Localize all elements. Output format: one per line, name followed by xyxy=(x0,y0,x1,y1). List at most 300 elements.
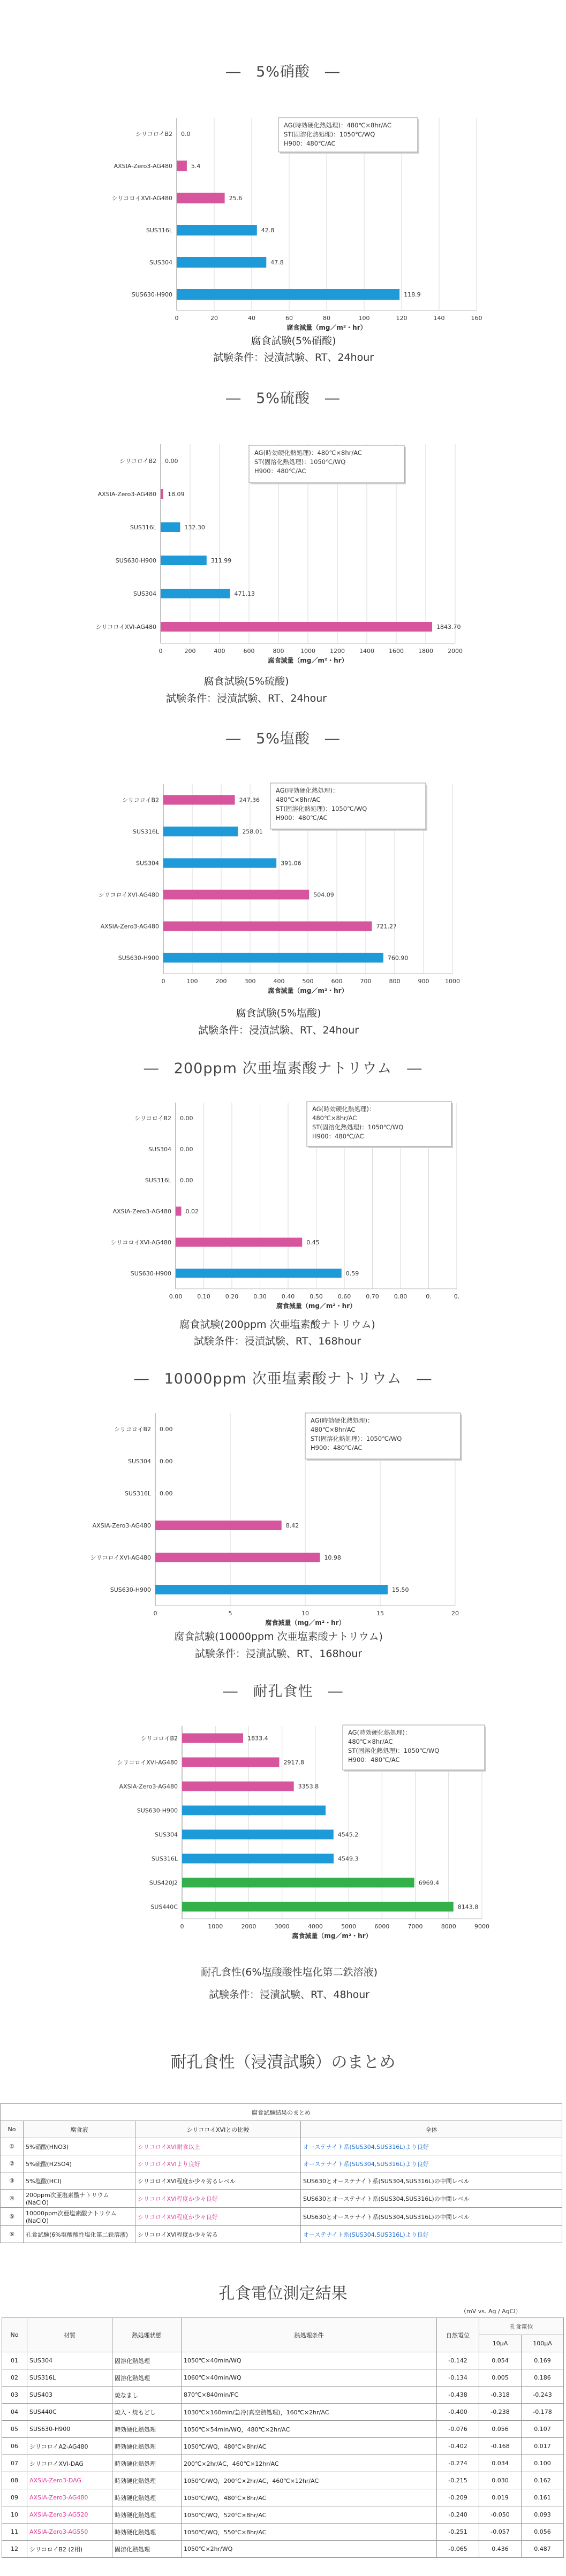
category-label: AXSIA-Zero3-AG480 xyxy=(92,1522,151,1529)
legend-text: ST(固溶化熱処理)：1050℃/WQ xyxy=(312,1123,404,1131)
potential-cell: 0.169 xyxy=(522,2352,564,2369)
potential-row xyxy=(2,2524,564,2541)
value-label: 18.09 xyxy=(167,491,185,498)
bar xyxy=(182,1782,294,1791)
legend-text: 480℃×8hr/AC xyxy=(276,796,321,803)
category-label: SUS630-H900 xyxy=(131,291,172,298)
potential-cell: -0.209 xyxy=(437,2489,479,2506)
potential-header-pitting: 孔食電位 xyxy=(479,2318,564,2335)
category-label: シリコロイB2 xyxy=(135,131,172,138)
x-tick-label: 1400 xyxy=(359,648,374,655)
bar xyxy=(161,622,432,632)
potential-heading: 孔食電位測定結果 xyxy=(218,2284,348,2303)
potential-cell: 03 xyxy=(2,2387,27,2404)
summary-cell: シリコロイXVI程度か少々良好 xyxy=(135,2190,301,2208)
x-tick-label: 600 xyxy=(331,978,343,985)
value-label: 721.27 xyxy=(376,923,397,930)
potential-cell: 0.487 xyxy=(522,2541,564,2558)
potential-cell: 時効硬化熱処理 xyxy=(112,2455,182,2472)
chart-6-title: ― 耐孔食性 ― xyxy=(223,1683,343,1700)
potential-cell: 焼なまし xyxy=(112,2387,182,2404)
x-tick-label: 60 xyxy=(285,315,293,322)
potential-cell: シリコロイB2 (2相) xyxy=(27,2541,112,2558)
x-tick-label: 5 xyxy=(228,1610,232,1617)
bar xyxy=(176,1207,182,1216)
bar xyxy=(176,1269,342,1278)
legend-text: ST(固溶化熱処理)：1050℃/WQ xyxy=(276,805,367,812)
summary-cell: シリコロイXVI程度か少々良好 xyxy=(135,2208,301,2226)
summary-table-wrap xyxy=(0,2103,566,2243)
category-label: SUS630-H900 xyxy=(118,954,159,962)
bar xyxy=(182,1878,414,1888)
potential-table-wrap xyxy=(2,2317,564,2558)
value-label: 8143.8 xyxy=(457,1903,479,1911)
potential-cell: AXSIA-Zero3-AG550 xyxy=(27,2524,112,2541)
x-tick-label: 0.10 xyxy=(197,1293,210,1300)
value-label: 3353.8 xyxy=(298,1783,319,1790)
chart-sulfuric-acid xyxy=(43,439,482,664)
summary-table-title: 腐食試験結果のまとめ xyxy=(1,2104,562,2121)
chart-hypochlorite-200 xyxy=(43,1097,482,1310)
x-tick-label: 400 xyxy=(214,648,225,655)
potential-cell: 時効硬化熱処理 xyxy=(112,2438,182,2455)
value-label: 0.00 xyxy=(180,1146,193,1153)
category-label: SUS304 xyxy=(149,259,172,266)
bar xyxy=(177,193,225,203)
potential-row xyxy=(2,2541,564,2558)
potential-cell: -0.142 xyxy=(437,2352,479,2369)
potential-cell: 0.186 xyxy=(522,2369,564,2387)
x-axis-label: 腐食減量（mg／m²・hr） xyxy=(265,1619,345,1627)
potential-cell: 焼入・焼もどし xyxy=(112,2404,182,2421)
summary-header-compare: シリコロイXVIとの比較 xyxy=(135,2121,301,2138)
x-tick-label: 800 xyxy=(273,648,284,655)
potential-header-condition: 熱処理条件 xyxy=(182,2318,437,2352)
legend-text: 480℃×8hr/AC xyxy=(311,1426,356,1433)
chart-1-conditions: 試験条件：浸漬試験、RT、24hour xyxy=(213,352,374,363)
value-label: 4545.2 xyxy=(337,1831,359,1838)
summary-cell: オーステナイト系(SUS304,SUS316L)より良好 xyxy=(301,2138,562,2155)
potential-cell: 870℃×840min/FC xyxy=(182,2387,437,2404)
summary-row xyxy=(1,2172,562,2190)
potential-cell: 200℃×2hr/AC，460℃×12hr/AC xyxy=(182,2455,437,2472)
summary-row xyxy=(1,2138,562,2155)
chart-3-title: ― 5%塩酸 ― xyxy=(226,731,340,747)
legend-text: H900：480℃/AC xyxy=(312,1133,364,1140)
potential-cell: -0.050 xyxy=(479,2506,522,2524)
potential-cell: SUS440C xyxy=(27,2404,112,2421)
potential-cell: 10 xyxy=(2,2506,27,2524)
summary-header-solution: 腐食液 xyxy=(24,2121,135,2138)
category-label: SUS304 xyxy=(133,590,156,597)
potential-cell: 1050℃×54min/WQ，480℃×2hr/AC xyxy=(182,2421,437,2438)
potential-cell: AXSIA-Zero3-AG520 xyxy=(27,2506,112,2524)
value-label: 0.00 xyxy=(160,1426,173,1433)
bar xyxy=(177,289,399,300)
category-label: SUS630-H900 xyxy=(115,557,156,564)
x-tick-label: 0.60 xyxy=(337,1293,351,1300)
summary-cell: ③ xyxy=(1,2172,24,2190)
potential-cell: 0.100 xyxy=(522,2455,564,2472)
potential-row xyxy=(2,2352,564,2369)
category-label: シリコロイXVI-AG480 xyxy=(95,624,156,630)
bar xyxy=(163,795,235,805)
x-tick-label: 300 xyxy=(244,978,256,985)
value-label: 0.59 xyxy=(345,1270,359,1277)
potential-cell: SUS403 xyxy=(27,2387,112,2404)
bar xyxy=(155,1553,320,1562)
potential-row xyxy=(2,2455,564,2472)
x-tick-label: 2000 xyxy=(241,1923,256,1930)
bar xyxy=(155,1585,388,1594)
value-label: 42.8 xyxy=(261,227,275,234)
potential-unit: （mV vs. Ag / AgCl） xyxy=(461,2308,522,2315)
potential-cell: 0.093 xyxy=(522,2506,564,2524)
bar xyxy=(177,225,257,235)
potential-cell: -0.076 xyxy=(437,2421,479,2438)
potential-row xyxy=(2,2404,564,2421)
bar xyxy=(155,1521,282,1530)
value-label: 25.6 xyxy=(229,195,243,202)
x-tick-label: 0. xyxy=(426,1293,432,1300)
summary-cell: 10000ppm次亜塩素酸ナトリウム (NaClO) xyxy=(24,2208,135,2226)
potential-cell: -0.178 xyxy=(522,2404,564,2421)
x-tick-label: 0 xyxy=(180,1923,184,1930)
bar xyxy=(177,257,266,268)
category-label: SUS630-H900 xyxy=(137,1807,178,1814)
x-tick-label: 1600 xyxy=(389,648,404,655)
potential-cell: 04 xyxy=(2,2404,27,2421)
potential-header-natural: 自然電位 xyxy=(437,2318,479,2352)
potential-cell: -0.318 xyxy=(479,2387,522,2404)
summary-cell: シリコロイXVI程度か少々劣る xyxy=(135,2226,301,2243)
chart-6-conditions: 試験条件：浸漬試験、RT、48hour xyxy=(208,1989,370,2001)
legend-text: ST(固溶化熱処理)：1050℃/WQ xyxy=(311,1435,402,1442)
bar xyxy=(163,858,276,868)
x-tick-label: 0 xyxy=(159,648,163,655)
category-label: AXSIA-Zero3-AG480 xyxy=(97,491,156,498)
potential-row xyxy=(2,2438,564,2455)
category-label: シリコロイB2 xyxy=(122,796,159,804)
x-tick-label: 0.30 xyxy=(253,1293,267,1300)
potential-cell: 時効硬化熱処理 xyxy=(112,2489,182,2506)
potential-cell: 06 xyxy=(2,2438,27,2455)
value-label: 10.98 xyxy=(324,1554,341,1561)
category-label: シリコロイXVI-AG480 xyxy=(111,195,172,202)
potential-cell: 0.436 xyxy=(479,2541,522,2558)
x-tick-label: 1200 xyxy=(330,648,345,655)
potential-cell: シリコロイA2-AG480 xyxy=(27,2438,112,2455)
summary-row xyxy=(1,2190,562,2208)
potential-cell: SUS316L xyxy=(27,2369,112,2387)
x-tick-label: 700 xyxy=(360,978,372,985)
category-label: SUS304 xyxy=(154,1831,178,1838)
summary-heading: 耐孔食性（浸漬試験）のまとめ xyxy=(170,2053,396,2072)
category-label: SUS316L xyxy=(145,1177,171,1184)
potential-cell: 0.019 xyxy=(479,2489,522,2506)
category-label: SUS316L xyxy=(146,227,172,234)
potential-cell: 11 xyxy=(2,2524,27,2541)
x-tick-label: 100 xyxy=(186,978,198,985)
value-label: 311.99 xyxy=(210,557,232,564)
category-label: AXSIA-Zero3-AG480 xyxy=(119,1783,178,1790)
category-label: SUS304 xyxy=(127,1458,151,1465)
potential-cell: 時効硬化熱処理 xyxy=(112,2524,182,2541)
summary-table xyxy=(0,2103,562,2243)
x-tick-label: 1000 xyxy=(445,978,460,985)
value-label: 5.4 xyxy=(191,163,201,170)
category-label: シリコロイB2 xyxy=(141,1735,178,1742)
legend-text: 480℃×8hr/AC xyxy=(312,1114,357,1122)
potential-cell: 0.056 xyxy=(522,2524,564,2541)
bar xyxy=(182,1806,326,1815)
value-label: 391.06 xyxy=(281,860,301,867)
value-label: 118.9 xyxy=(404,291,421,298)
x-tick-label: 20 xyxy=(210,315,218,322)
chart-2-caption: 腐食試験(5%硫酸) xyxy=(203,675,289,687)
chart-5-conditions: 試験条件：浸漬試験、RT、168hour xyxy=(194,1648,363,1660)
x-tick-label: 1800 xyxy=(418,648,433,655)
potential-cell: 0.005 xyxy=(479,2369,522,2387)
x-tick-label: 120 xyxy=(396,315,407,322)
summary-cell: オーステナイト系(SUS304,SUS316L)より良好 xyxy=(301,2226,562,2243)
potential-cell: 1050℃/WQ，550℃×8hr/AC xyxy=(182,2524,437,2541)
summary-cell: ⑥ xyxy=(1,2226,24,2243)
potential-cell: 時効硬化熱処理 xyxy=(112,2421,182,2438)
potential-cell: 固溶化熱処理 xyxy=(112,2352,182,2369)
category-label: AXSIA-Zero3-AG480 xyxy=(114,163,172,170)
potential-row xyxy=(2,2387,564,2404)
bar xyxy=(163,827,238,837)
chart-1-title: ― 5%硝酸 ― xyxy=(226,64,340,80)
potential-row xyxy=(2,2369,564,2387)
x-tick-label: 600 xyxy=(243,648,255,655)
value-label: 504.09 xyxy=(313,891,334,899)
legend-text: AG(時効硬化熱処理)：480℃×8hr/AC xyxy=(284,121,391,129)
potential-cell: 0.162 xyxy=(522,2472,564,2489)
potential-cell: シリコロイXVI-DAG xyxy=(27,2455,112,2472)
chart-2-conditions: 試験条件：浸漬試験、RT、24hour xyxy=(165,693,327,704)
x-tick-label: 900 xyxy=(418,978,429,985)
category-label: シリコロイB2 xyxy=(114,1426,151,1433)
category-label: SUS316L xyxy=(132,828,159,835)
summary-cell: シリコロイXVIより良好 xyxy=(135,2155,301,2172)
potential-cell: 固溶化熱処理 xyxy=(112,2541,182,2558)
x-tick-label: 2000 xyxy=(448,648,463,655)
x-axis-label: 腐食減量（mg／m²・hr） xyxy=(276,1302,357,1310)
potential-cell: 1030℃×160min/急冷(真空熱処理)，160℃×2hr/AC xyxy=(182,2404,437,2421)
legend-text: 480℃×8hr/AC xyxy=(348,1738,393,1745)
legend-text: AG(時効硬化熱処理)： xyxy=(312,1105,375,1113)
x-axis-label: 腐食減量（mg／m²・hr） xyxy=(268,657,348,664)
bar xyxy=(177,161,187,171)
x-tick-label: 15 xyxy=(376,1610,384,1617)
x-tick-label: 0.80 xyxy=(394,1293,407,1300)
potential-cell: 01 xyxy=(2,2352,27,2369)
category-label: AXSIA-Zero3-AG480 xyxy=(100,923,159,930)
potential-row xyxy=(2,2421,564,2438)
value-label: 1843.70 xyxy=(436,624,461,630)
bar xyxy=(182,1758,280,1767)
x-tick-label: 0.40 xyxy=(281,1293,295,1300)
summary-cell: SUS630とオーステナイト系(SUS304,SUS316L)の中間レベル xyxy=(301,2172,562,2190)
summary-cell: 孔食試験(6%塩酸酸性塩化第二鉄溶液) xyxy=(24,2226,135,2243)
potential-cell: SUS304 xyxy=(27,2352,112,2369)
summary-row xyxy=(1,2226,562,2243)
x-tick-label: 400 xyxy=(273,978,285,985)
category-label: SUS304 xyxy=(135,860,159,867)
bar xyxy=(182,1734,243,1743)
chart-5-caption: 腐食試験(10000ppm 次亜塩素酸ナトリウム) xyxy=(174,1631,383,1643)
category-label: SUS440C xyxy=(150,1903,178,1911)
potential-cell: -0.251 xyxy=(437,2524,479,2541)
chart-4-caption: 腐食試験(200ppm 次亜塩素酸ナトリウム) xyxy=(179,1319,375,1331)
x-tick-label: 80 xyxy=(323,315,330,322)
value-label: 15.50 xyxy=(392,1586,409,1593)
x-tick-label: 3000 xyxy=(274,1923,290,1930)
potential-cell: -0.400 xyxy=(437,2404,479,2421)
x-tick-label: 160 xyxy=(471,315,482,322)
potential-cell: -0.274 xyxy=(437,2455,479,2472)
x-tick-label: 200 xyxy=(184,648,196,655)
potential-cell: 1050℃×2hr/WQ xyxy=(182,2541,437,2558)
potential-cell: 1050℃/WQ，480℃×8hr/AC xyxy=(182,2489,437,2506)
chart-2-title: ― 5%硫酸 ― xyxy=(226,390,340,407)
x-tick-label: 0 xyxy=(161,978,165,985)
category-label: シリコロイB2 xyxy=(119,458,156,465)
bar xyxy=(182,1902,454,1912)
potential-cell: 0.030 xyxy=(479,2472,522,2489)
potential-header-100ua: 100μA xyxy=(522,2335,564,2352)
x-tick-label: 0.50 xyxy=(310,1293,323,1300)
summary-cell: ② xyxy=(1,2155,24,2172)
chart-hydrochloric-acid xyxy=(43,779,482,994)
summary-cell: ④ xyxy=(1,2190,24,2208)
summary-row xyxy=(1,2155,562,2172)
x-tick-label: 4000 xyxy=(307,1923,323,1930)
potential-row xyxy=(2,2472,564,2489)
potential-header-no: No xyxy=(2,2318,27,2352)
summary-cell: SUS630とオーステナイト系(SUS304,SUS316L)の中間レベル xyxy=(301,2190,562,2208)
value-label: 247.36 xyxy=(239,796,260,804)
summary-header-no: No xyxy=(1,2121,24,2138)
x-tick-label: 0.70 xyxy=(366,1293,379,1300)
summary-cell: ⑤ xyxy=(1,2208,24,2226)
legend-text: AG(時効硬化熱処理)：480℃×8hr/AC xyxy=(254,449,362,457)
potential-cell: -0.134 xyxy=(437,2369,479,2387)
category-label: シリコロイXVI-AG480 xyxy=(98,891,159,899)
potential-table xyxy=(2,2317,564,2558)
x-tick-label: 1000 xyxy=(208,1923,223,1930)
chart-pitting xyxy=(43,1721,487,1946)
x-tick-label: 7000 xyxy=(407,1923,423,1930)
x-tick-label: 20 xyxy=(451,1610,459,1617)
category-label: シリコロイXVI-AG480 xyxy=(110,1239,171,1246)
potential-cell: -0.215 xyxy=(437,2472,479,2489)
potential-cell: -0.438 xyxy=(437,2387,479,2404)
bar xyxy=(176,1238,302,1247)
potential-cell: -0.057 xyxy=(479,2524,522,2541)
value-label: 4549.3 xyxy=(338,1855,359,1863)
potential-cell: -0.402 xyxy=(437,2438,479,2455)
potential-cell: 05 xyxy=(2,2421,27,2438)
potential-cell: 0.054 xyxy=(479,2352,522,2369)
x-tick-label: 800 xyxy=(389,978,401,985)
value-label: 132.30 xyxy=(184,524,205,531)
x-tick-label: 0.00 xyxy=(169,1293,183,1300)
value-label: 0.45 xyxy=(306,1239,320,1246)
legend-text: ST(固溶化熱処理)：1050℃/WQ xyxy=(348,1747,440,1754)
chart-4-conditions: 試験条件：浸漬試験、RT、168hour xyxy=(193,1335,361,1347)
value-label: 8.42 xyxy=(285,1522,299,1529)
x-tick-label: 0. xyxy=(454,1293,460,1300)
summary-header-overall: 全体 xyxy=(301,2121,562,2138)
legend-text: H900：480℃/AC xyxy=(276,814,328,822)
value-label: 2917.8 xyxy=(283,1759,305,1766)
value-label: 0.0 xyxy=(181,131,191,138)
potential-cell: 0.017 xyxy=(522,2438,564,2455)
value-label: 1833.4 xyxy=(247,1735,268,1742)
summary-cell: 200ppm次亜塩素酸ナトリウム (NaClO) xyxy=(24,2190,135,2208)
x-tick-label: 200 xyxy=(215,978,227,985)
value-label: 0.02 xyxy=(185,1208,199,1215)
bar xyxy=(182,1854,334,1864)
potential-cell: -0.168 xyxy=(479,2438,522,2455)
potential-cell: 07 xyxy=(2,2455,27,2472)
potential-cell: 1060℃×40min/WQ xyxy=(182,2369,437,2387)
potential-row xyxy=(2,2489,564,2506)
chart-1-caption: 腐食試験(5%硝酸) xyxy=(251,335,336,347)
potential-cell: 1050℃/WQ，200℃×2hr/AC，460℃×12hr/AC xyxy=(182,2472,437,2489)
summary-cell: 5%硝酸(HNO3) xyxy=(24,2138,135,2155)
bar xyxy=(163,922,372,931)
category-label: SUS630-H900 xyxy=(110,1586,151,1593)
legend-text: H900：480℃/AC xyxy=(284,140,336,147)
value-label: 0.00 xyxy=(160,1490,173,1497)
potential-cell: 09 xyxy=(2,2489,27,2506)
chart-3-conditions: 試験条件：浸漬試験、RT、24hour xyxy=(198,1024,359,1036)
bar xyxy=(161,589,230,598)
potential-cell: 08 xyxy=(2,2472,27,2489)
value-label: 258.01 xyxy=(242,828,263,835)
value-label: 0.00 xyxy=(180,1115,193,1122)
potential-cell: AXSIA-Zero3-AG480 xyxy=(27,2489,112,2506)
bar xyxy=(161,489,163,499)
x-axis-label: 腐食減量（mg／m²・hr） xyxy=(286,324,367,331)
potential-cell: 0.107 xyxy=(522,2421,564,2438)
bar xyxy=(161,556,207,565)
summary-cell: 5%塩酸(HCl) xyxy=(24,2172,135,2190)
x-tick-label: 40 xyxy=(248,315,255,322)
bar xyxy=(163,890,309,900)
potential-cell: AXSIA-Zero3-DAG xyxy=(27,2472,112,2489)
potential-cell: 1050℃/WQ，480℃×8hr/AC xyxy=(182,2438,437,2455)
x-tick-label: 1000 xyxy=(300,648,315,655)
potential-row xyxy=(2,2506,564,2524)
value-label: 6969.4 xyxy=(418,1879,440,1887)
category-label: SUS316L xyxy=(151,1855,178,1863)
summary-cell: シリコロイXVI耐食以上 xyxy=(135,2138,301,2155)
x-tick-label: 500 xyxy=(302,978,314,985)
value-label: 0.00 xyxy=(165,458,178,465)
x-tick-label: 9000 xyxy=(474,1923,489,1930)
category-label: シリコロイB2 xyxy=(134,1115,171,1122)
potential-cell: 12 xyxy=(2,2541,27,2558)
legend-text: AG(時効硬化熱処理)： xyxy=(276,787,339,794)
x-tick-label: 6000 xyxy=(374,1923,390,1930)
summary-cell: 5%硫酸(H2SO4) xyxy=(24,2155,135,2172)
potential-cell: 02 xyxy=(2,2369,27,2387)
